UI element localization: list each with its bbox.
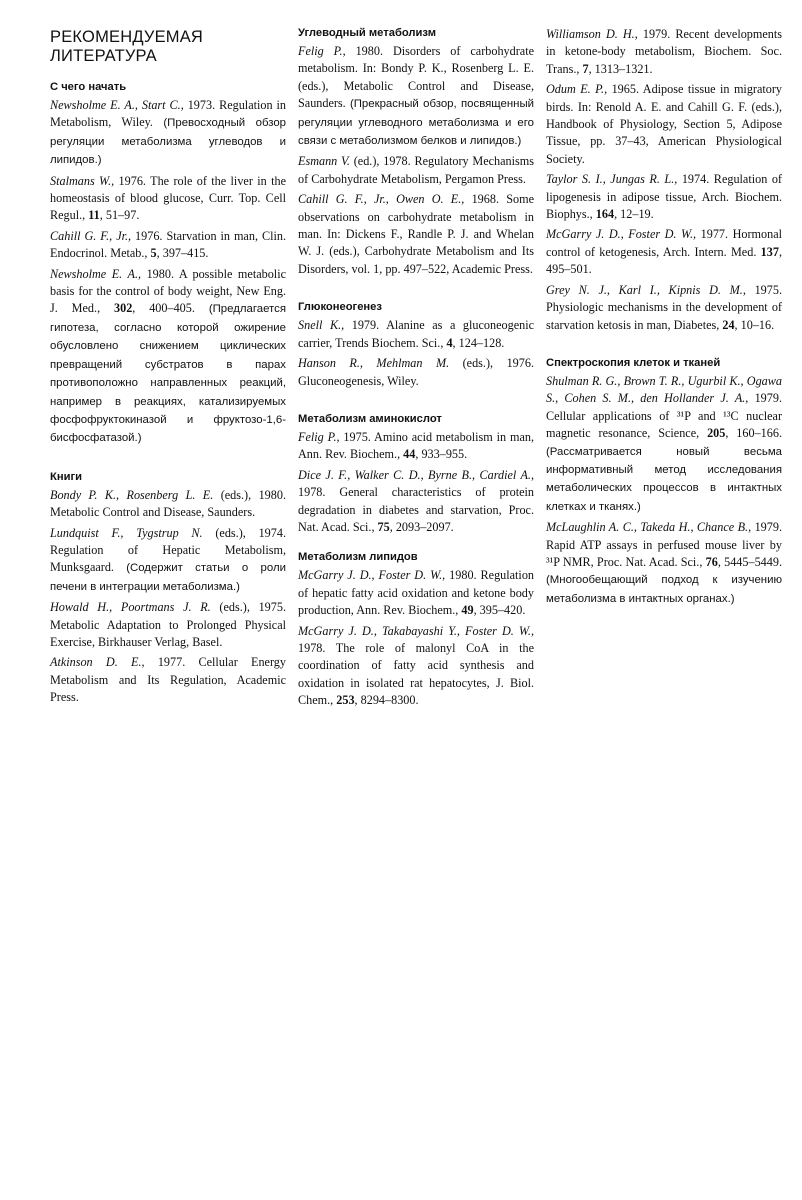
reference-note: (Прекрасный обзор, посвященный регуляции углеводного метаболизма и его связи с метаболизмом белков и липидов.): [298, 98, 534, 148]
reference-pages: , 495–501.: [546, 244, 782, 277]
reference-volume: 205: [707, 426, 726, 441]
ref-list: [298, 43, 534, 278]
reference-entry: [50, 173, 286, 225]
reference-pages: , 124–128.: [452, 335, 505, 350]
reference-entry: [50, 599, 286, 651]
reference-authors: McGarry J. D., Takabayashi Y., Foster D. W.,: [298, 623, 534, 638]
reference-entry: [298, 355, 534, 390]
reference-note: (Превосходный обзор регуляции метаболизма углеводов и липидов.): [50, 117, 286, 167]
reference-text: 1979. Cellular applications of ³¹P and ¹³C nuclear magnetic resonance, Science,: [546, 391, 782, 441]
title-line-1: РЕКОМЕНДУЕМАЯ: [50, 28, 204, 46]
reference-volume: 253: [336, 693, 355, 708]
reference-entry: [50, 266, 286, 448]
reference-entry: [298, 191, 534, 278]
reference-authors: McGarry J. D., Foster D. W.,: [546, 227, 697, 242]
reference-volume: 7: [582, 61, 589, 76]
reference-volume: 4: [446, 335, 453, 350]
column-1: [50, 26, 286, 710]
reference-pages: , 400–405.: [132, 301, 209, 316]
reference-text: 1979. Rapid ATP assays in perfused mouse liver by ³¹P NMR, Proc. Nat. Acad. Sci.,: [546, 520, 783, 569]
reference-authors: Odum E. P.,: [546, 82, 608, 97]
reference-note: (Предлагается гипотеза, согласно которой ожирение обусловлено снижением циклических превращений субстратов в парах противоположно направленных реакций, например в реакциях, катализируемых фосфофруктокиназой и фруктозо-1,6-бисфосфатазой.): [50, 303, 286, 445]
reference-entry: [298, 317, 534, 352]
reference-text: (eds.), 1974. Regulation of Hepatic Metabolism, Munksgaard.: [50, 525, 286, 575]
reference-entry: [298, 623, 534, 710]
reference-pages: , 1313–1321.: [588, 61, 653, 76]
reference-note: (Содержит статьи о роли печени в интеграции метаболизма.): [50, 562, 286, 593]
reference-volume: 164: [595, 207, 615, 222]
reference-text: 1978. General characteristics of protein degradation in diabetes and starvation, Proc. Nat. Acad. Sci.,: [298, 485, 534, 534]
reference-volume: 11: [88, 208, 100, 223]
section-heading-start: С чего начать: [50, 81, 127, 93]
section-heading-lipid: Метаболизм липидов: [298, 551, 418, 564]
reference-authors: Hanson R., Mehlman M.: [298, 356, 450, 371]
reference-entry: [298, 153, 534, 188]
reference-authors: Bondy P. K., Rosenberg L. E.: [50, 487, 214, 502]
reference-entry: [546, 226, 782, 278]
reference-text: 1977. Hormonal control of ketogenesis, Arch. Intern. Med.: [546, 227, 782, 259]
section-heading-amino: Метаболизм аминокислот: [298, 412, 442, 425]
reference-pages: , 397–415.: [156, 246, 209, 261]
reference-authors: Cahill G. F., Jr., Owen O. E.,: [298, 192, 465, 207]
reference-entry: [546, 519, 782, 608]
ref-list: [50, 97, 286, 448]
reference-pages: , 395–420.: [473, 603, 526, 618]
reference-pages: , 160–166.: [725, 426, 782, 441]
ref-list: [546, 373, 782, 608]
reference-text: (eds.), 1975. Metabolic Adaptation to Prolonged Physical Exercise, Birkhauser Verlag, Basel.: [50, 600, 286, 649]
reference-pages: , 2093–2097.: [389, 519, 454, 534]
reference-authors: Felig P.,: [298, 429, 340, 444]
reference-text: (eds.), 1980. Metabolic Control and Disease, Saunders.: [50, 487, 286, 520]
ref-list: [298, 567, 534, 709]
reference-volume: 24: [722, 317, 735, 332]
reference-pages: , 51–97.: [99, 208, 140, 223]
column-3: [546, 26, 782, 611]
ref-list: [50, 487, 286, 707]
reference-entry: [546, 81, 782, 168]
reference-text: 1977. Cellular Energy Metabolism and Its Regulation, Academic Press.: [50, 655, 286, 705]
reference-authors: Stalmans W.,: [50, 173, 115, 188]
reference-text: 1976. Starvation in man, Clin. Endocrinol. Metab.,: [50, 228, 286, 261]
reference-authors: Shulman R. G., Brown T. R., Ugurbil K., Ogawa S., Cohen S. M., den Hollander J. A.,: [546, 373, 782, 406]
reference-authors: Howald H., Poortmans J. R.: [50, 600, 211, 615]
reference-text: 1979. Alanine as a gluconeogenic carrier, Trends Biochem. Sci.,: [298, 318, 534, 350]
reference-authors: Felig P.,: [298, 44, 346, 58]
reference-authors: Cahill G. F., Jr.,: [50, 228, 132, 243]
reference-text: 1968. Some observations on carbohydrate metabolism in man. In: Dickens F., Randle P. J. and Whelan W. J. (eds.), Carbohydrate Metabolism and Its Disorders, vol. 1, pp. 497–522, Academic Press.: [298, 192, 534, 276]
reference-text: 1978. The role of malonyl CoA in the coordination of fatty acid synthesis and oxidation in isolated rat hepatocytes, J. Biol. Chem.,: [298, 640, 534, 708]
ref-list: [298, 317, 534, 390]
reference-note: (Рассматривается новый весьма информативный метод исследования метаболических процессов в интактных клетках и тканях.): [546, 445, 782, 513]
reference-entry: [298, 43, 534, 150]
reference-pages: , 5445–5449.: [717, 554, 782, 569]
reference-entry: [50, 487, 286, 522]
reference-volume: 44: [403, 447, 416, 462]
reference-volume: 75: [377, 519, 390, 534]
reference-text: (ed.), 1978. Regulatory Mechanisms of Carbohydrate Metabolism, Pergamon Press.: [298, 154, 534, 186]
reference-entry: [546, 26, 782, 78]
reference-entry: [50, 228, 286, 263]
reference-authors: Dice J. F., Walker C. D., Byrne B., Cardiel A.,: [298, 467, 534, 482]
reference-entry: [298, 429, 534, 464]
reference-pages: , 8294–8300.: [354, 693, 419, 708]
reference-authors: McGarry J. D., Foster D. W.,: [298, 568, 446, 583]
reference-text: 1975. Physiologic mechanisms in the development of starvation ketosis in man, Diabetes,: [546, 282, 782, 332]
reference-note: (Многообещающий подход к изучению метаболизма в интактных органах.): [546, 574, 782, 605]
reference-text: 1975. Amino acid metabolism in man, Ann. Rev. Biochem.,: [298, 429, 535, 462]
reference-text: 1979. Recent developments in ketone-body metabolism, Biochem. Soc. Trans.,: [546, 27, 783, 76]
section-heading-carbohydrate: Углеводный метаболизм: [298, 27, 436, 39]
title-line-2: ЛИТЕРАТУРА: [50, 47, 157, 65]
reference-authors: Grey N. J., Karl I., Kipnis D. M.,: [546, 282, 746, 297]
reference-volume: 76: [705, 554, 718, 569]
reference-text: 1973. Regulation in Metabolism, Wiley.: [50, 98, 286, 130]
reference-volume: 49: [461, 603, 474, 618]
reference-entry: [50, 525, 286, 597]
page-title: [50, 28, 286, 66]
reference-authors: Lundquist F., Tygstrup N.: [50, 525, 203, 540]
reference-entry: [298, 467, 534, 537]
reference-text: 1965. Adipose tissue in migratory birds. In: Renold A. E. and Cahill G. F. (eds.), Handbook of Physiology, Section 5, Adipose Tissue, pp. 37–43, American Physiological Society.: [546, 82, 783, 166]
reference-entry: [546, 171, 782, 223]
reference-authors: Taylor S. I., Jungas R. L.,: [546, 172, 678, 187]
reference-text: 1976. The role of the liver in the homeostasis of blood glucose, Curr. Top. Cell Regul.,: [50, 173, 286, 223]
reference-text: 1980. Disorders of carbohydrate metabolism. In: Bondy P. K., Rosenberg L. E. (eds.), Metabolic Control and Disease, Saunders.: [298, 44, 534, 111]
reference-text: (eds.), 1976. Gluconeogenesis, Wiley.: [298, 356, 534, 388]
reference-entry: [50, 97, 286, 170]
reference-entry: [546, 282, 782, 334]
section-heading-spectroscopy: Спектроскопия клеток и тканей: [546, 356, 721, 369]
ref-list: [298, 429, 534, 536]
reference-pages: , 933–955.: [415, 447, 468, 462]
ref-list: [546, 26, 782, 334]
section-heading-gluconeogenesis: Глюконеогенез: [298, 301, 382, 314]
reference-authors: McLaughlin A. C., Takeda H., Chance B.,: [546, 520, 752, 535]
reference-volume: 302: [114, 301, 133, 316]
reference-authors: Snell K.,: [298, 318, 345, 333]
reference-entry: [298, 567, 534, 619]
reference-pages: , 10–16.: [734, 317, 775, 332]
reference-text: 1974. Regulation of lipogenesis in adipose tissue, Arch. Biochem. Biophys.,: [546, 172, 782, 222]
reference-authors: Newsholme E. A., Start C.,: [50, 98, 184, 112]
column-2: [298, 26, 534, 713]
reference-volume: 137: [760, 244, 779, 259]
reference-entry: [50, 654, 286, 706]
reference-authors: Newsholme E. A.,: [50, 266, 142, 281]
reference-text: 1980. A possible metabolic basis for the control of body weight, New Eng. J. Med.,: [50, 266, 286, 316]
reference-volume: 5: [150, 246, 157, 261]
reference-authors: Williamson D. H.,: [546, 27, 638, 41]
reference-entry: [546, 373, 782, 516]
section-heading-books: Книги: [50, 470, 83, 483]
reference-pages: , 12–19.: [614, 207, 654, 222]
reference-text: 1980. Regulation of hepatic fatty acid oxidation and ketone body production, Ann. Rev. Biochem.,: [298, 568, 535, 618]
reference-authors: Esmann V.: [298, 154, 350, 169]
reference-authors: Atkinson D. E.,: [50, 655, 145, 670]
